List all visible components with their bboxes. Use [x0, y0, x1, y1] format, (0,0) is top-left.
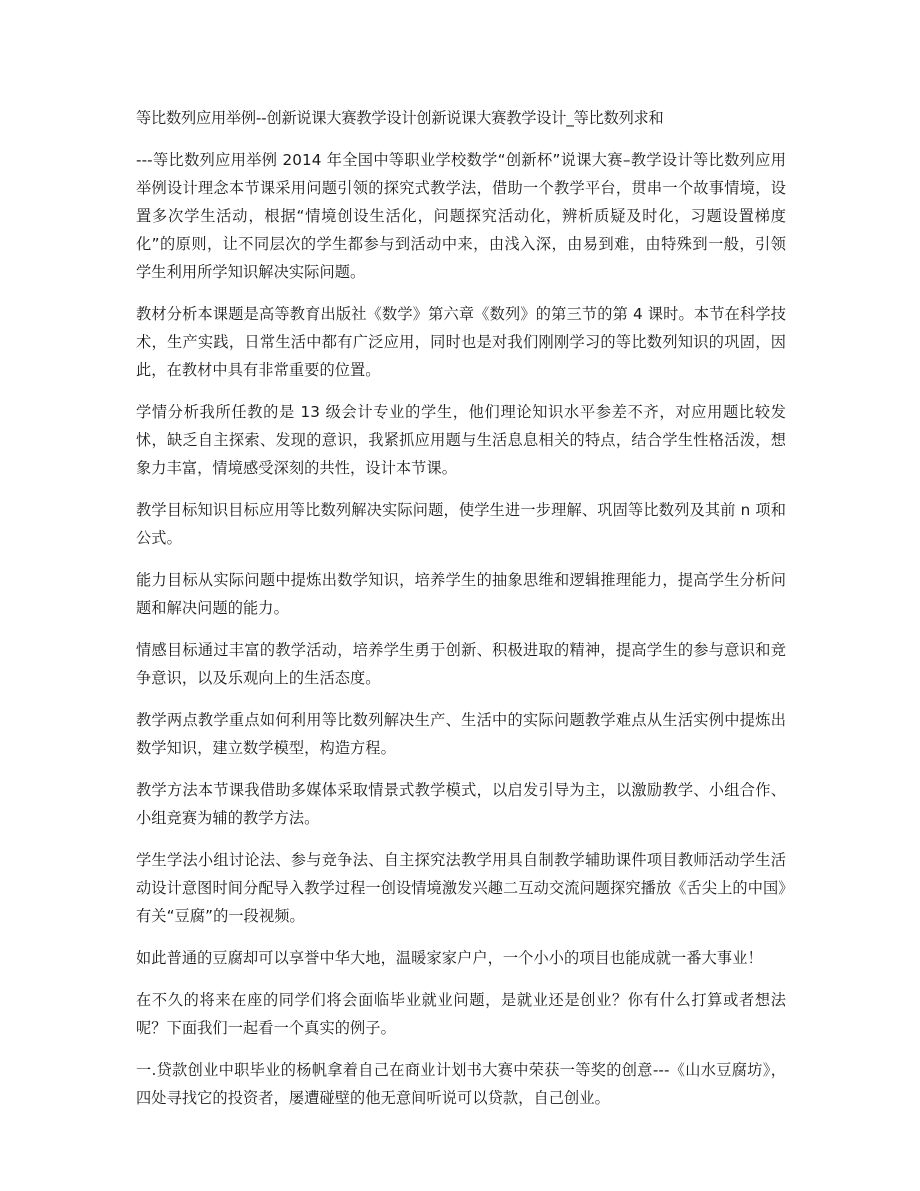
paragraph-design-concept: ---等比数列应用举例 2014 年全国中等职业学校数学“创新杯”说课大赛–教学设计等比数列应用举例设计理念本节课采用问题引领的探究式教学法，借助一个教学平台，贯串一个故事情境，设置多次学生活动，根据“情境创设生活化，问题探究活动化，辨析质疑及时化，习题设置梯度化”的原则，让不同层次的学生都参与到活动中来，由浅入深，由易到难，由特殊到一般，引领学生利用所学知识解决实际问题。	[136, 151, 786, 281]
paragraph-ability-goal: 能力目标从实际问题中提炼出数学知识，培养学生的抽象思维和逻辑推理能力，提高学生分析问题和解决问题的能力。	[136, 571, 786, 617]
paragraph-textbook-analysis: 教材分析本课题是高等教育出版社《数学》第六章《数列》的第三节的第 4 课时。本节在科学技术，生产实践，日常生活中都有广泛应用，同时也是对我们刚刚学习的等比数列知识的巩固，因此，在教材中具有非常重要的位置。	[136, 305, 786, 379]
paragraph-learning-method: 学生学法小组讨论法、参与竞争法、自主探究法教学用具自制教学辅助课件项目教师活动学生活动设计意图时间分配导入教学过程一创设情境激发兴趣二互动交流问题探究播放《舌尖上的中国》有关“豆腐”的一段视频。	[136, 851, 786, 925]
document-title: 等比数列应用举例--创新说课大赛教学设计创新说课大赛教学设计_等比数列求和	[136, 109, 664, 127]
paragraph-tofu: 如此普通的豆腐却可以享誉中华大地，温暖家家户户，一个小小的项目也能成就一番大事业！	[136, 949, 763, 967]
paragraph-loan-startup: 一.贷款创业中职毕业的杨帆拿着自己在商业计划书大赛中荣获一等奖的创意---《山水豆腐坊》，四处寻找它的投资者，屡遭碰壁的他无意间听说可以贷款，自己创业。	[136, 1061, 786, 1107]
document-body	[136, 104, 786, 1126]
paragraph-knowledge-goal: 教学目标知识目标应用等比数列解决实际问题，使学生进一步理解、巩固等比数列及其前 n 项和公式。	[136, 501, 786, 547]
paragraph-employment: 在不久的将来在座的同学们将会面临毕业就业问题，是就业还是创业？你有什么打算或者想法呢？下面我们一起看一个真实的例子。	[136, 991, 786, 1037]
paragraph-teaching-method: 教学方法本节课我借助多媒体采取情景式教学模式，以启发引导为主，以激励教学、小组合作、小组竞赛为辅的教学方法。	[136, 781, 786, 827]
paragraph-key-points: 教学两点教学重点如何利用等比数列解决生产、生活中的实际问题教学难点从生活实例中提炼出数学知识，建立数学模型，构造方程。	[136, 711, 786, 757]
paragraph-emotion-goal: 情感目标通过丰富的教学活动，培养学生勇于创新、积极进取的精神，提高学生的参与意识和竞争意识，以及乐观向上的生活态度。	[136, 641, 786, 687]
paragraph-student-analysis: 学情分析我所任教的是 13 级会计专业的学生，他们理论知识水平参差不齐，对应用题比较发怵，缺乏自主探索、发现的意识，我紧抓应用题与生活息息相关的特点，结合学生性格活泼，想象力丰富，情境感受深刻的共性，设计本节课。	[136, 403, 786, 477]
